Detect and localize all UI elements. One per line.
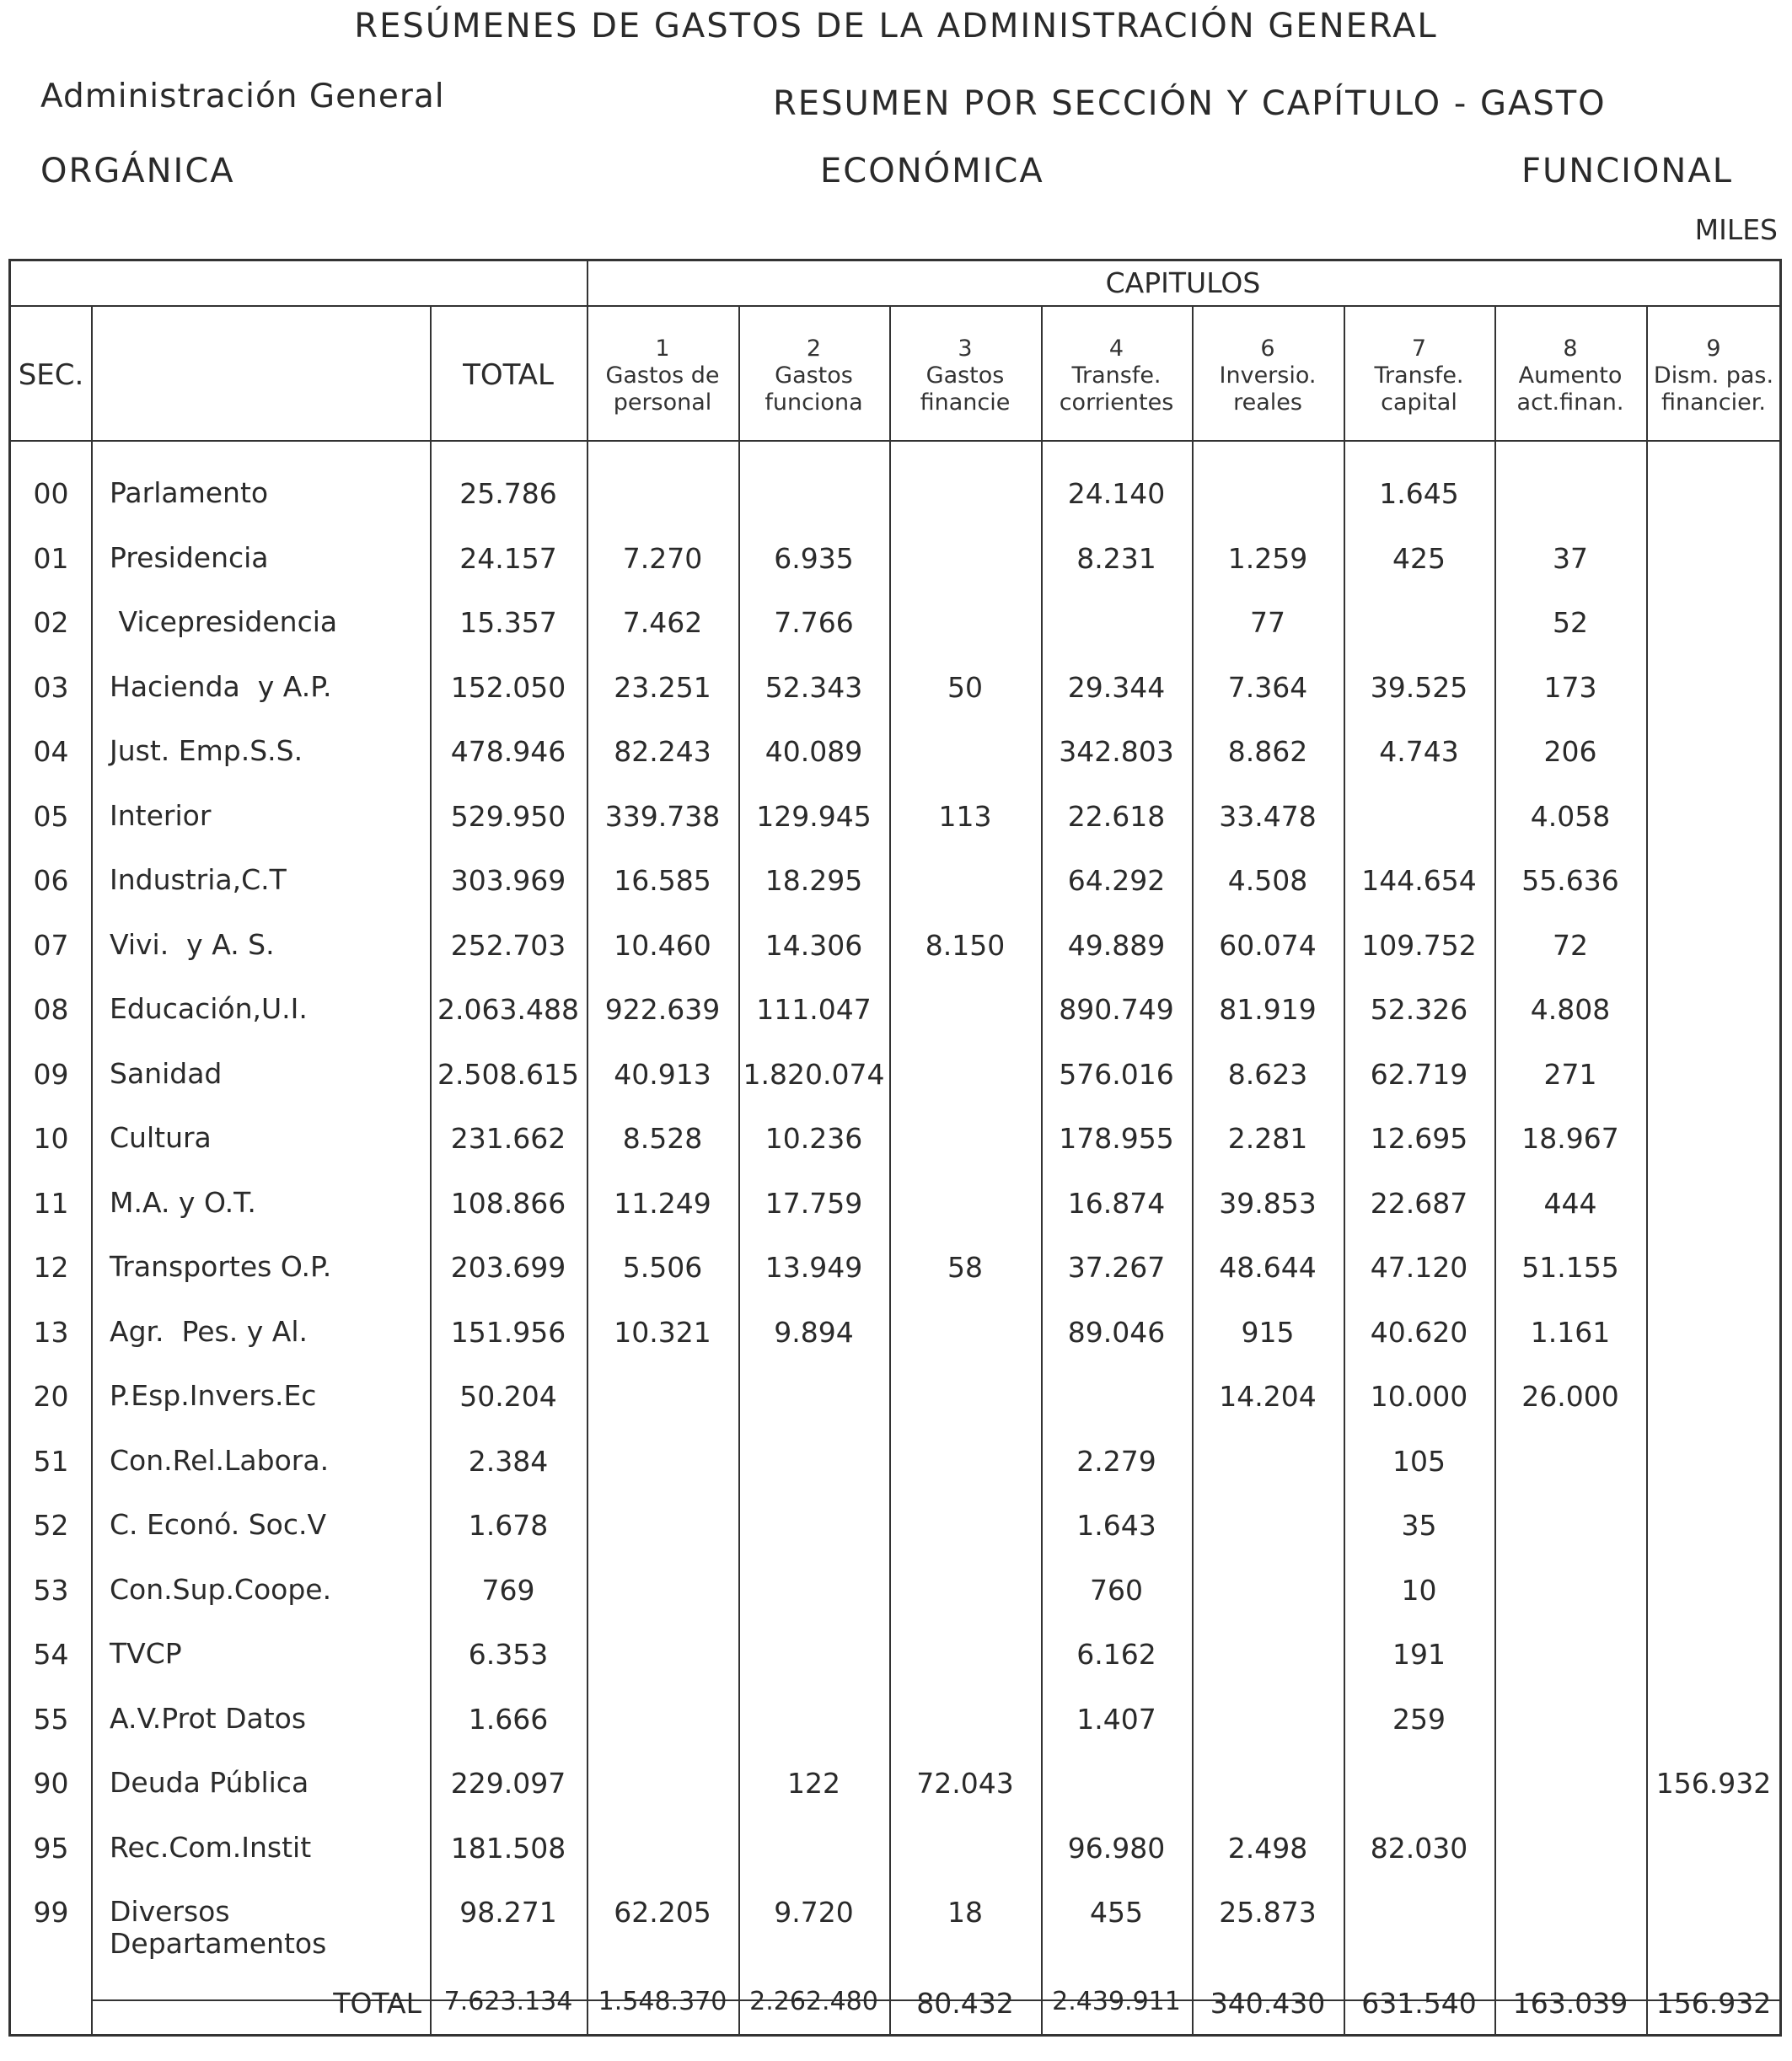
- cell-c7: 10: [1401, 1573, 1437, 1607]
- section-code: 00: [33, 477, 69, 510]
- table-row: [11, 1895, 1779, 1960]
- chapter-header-num: 6: [1260, 335, 1275, 362]
- cell-c6: 25.873: [1219, 1896, 1317, 1929]
- economica-label: ECONÓMICA: [820, 152, 1044, 191]
- cell-c7: 105: [1392, 1444, 1446, 1478]
- cell-c3: 8.150: [925, 928, 1006, 962]
- cell-c4: 8.231: [1076, 541, 1156, 575]
- cell-c2: 111.047: [756, 993, 872, 1026]
- cell-c4: 760: [1090, 1573, 1143, 1607]
- cell-c6: 81.919: [1219, 993, 1317, 1026]
- section-code: 01: [33, 541, 69, 575]
- cell-total: 478.946: [450, 735, 566, 768]
- section-name: Diversos Departamentos: [110, 1895, 327, 1960]
- cell-c1: 10.460: [614, 928, 711, 962]
- chapter-header-l1: Transfe.: [1071, 362, 1162, 389]
- organica-label: ORGÁNICA: [40, 152, 235, 191]
- cell-c2: 9.894: [774, 1315, 854, 1349]
- section-name: Transportes O.P.: [110, 1250, 332, 1283]
- table-row: [11, 800, 1779, 851]
- total-cell-c1: 1.548.370: [598, 1987, 727, 2016]
- cell-c1: 5.506: [622, 1251, 703, 1284]
- section-name: Agr. Pes. y Al.: [110, 1314, 308, 1348]
- chapter-header-6: [1192, 335, 1344, 416]
- cell-total: 1.678: [468, 1509, 549, 1542]
- cell-c7: 425: [1392, 541, 1446, 575]
- section-name: Cultura: [110, 1121, 212, 1154]
- cell-c2: 40.089: [765, 735, 863, 768]
- table-row: [11, 1574, 1779, 1624]
- units-label: MILES: [1694, 213, 1778, 246]
- cell-total: 252.703: [450, 928, 566, 962]
- total-cell-c3: 80.432: [916, 1987, 1014, 2020]
- cell-c2: 13.949: [765, 1251, 863, 1284]
- cell-c6: 1.259: [1227, 541, 1308, 575]
- table-row: [11, 1251, 1779, 1302]
- section-code: 08: [33, 993, 69, 1026]
- cell-c6: 2.281: [1227, 1122, 1308, 1155]
- cell-c4: 178.955: [1059, 1122, 1174, 1155]
- cell-c8: 4.808: [1530, 993, 1611, 1026]
- cell-c2: 52.343: [765, 670, 863, 704]
- chapter-header-l2: financie: [920, 389, 1011, 416]
- section-code: 04: [33, 735, 69, 768]
- cell-total: 2.508.615: [437, 1057, 579, 1091]
- section-name: Educación,U.I.: [110, 992, 308, 1025]
- cell-c7: 191: [1392, 1638, 1446, 1671]
- cell-c6: 48.644: [1219, 1251, 1317, 1284]
- cell-c1: 82.243: [614, 735, 711, 768]
- cell-c1: 10.321: [614, 1315, 711, 1349]
- section-name: Deuda Pública: [110, 1766, 309, 1799]
- chapter-header-num: 1: [655, 335, 670, 362]
- cell-total: 15.357: [459, 606, 557, 639]
- table-row: [11, 542, 1779, 593]
- chapter-header-2: [738, 335, 889, 416]
- table-row: [11, 671, 1779, 722]
- cell-c6: 39.853: [1219, 1186, 1317, 1220]
- section-name: Vicepresidencia: [110, 605, 338, 638]
- chapter-header-l1: Gastos: [926, 362, 1005, 389]
- section-code: 02: [33, 606, 69, 639]
- chapter-header-l2: funciona: [765, 389, 863, 416]
- cell-c1: 16.585: [614, 864, 711, 897]
- cell-c2: 14.306: [765, 928, 863, 962]
- section-code: 05: [33, 799, 69, 833]
- cell-total: 98.271: [459, 1896, 557, 1929]
- section-code: 54: [33, 1638, 69, 1671]
- table-row: [11, 929, 1779, 980]
- table-row: [11, 1638, 1779, 1688]
- chapter-header-num: 9: [1706, 335, 1721, 362]
- chapter-header-4: [1041, 335, 1192, 416]
- table-row: [11, 477, 1779, 528]
- chapter-header-num: 8: [1563, 335, 1578, 362]
- cell-c4: 2.279: [1076, 1444, 1156, 1478]
- cell-c4: 49.889: [1067, 928, 1166, 962]
- chapter-header-9: [1646, 335, 1781, 416]
- table-row: [11, 735, 1779, 786]
- cell-total: 529.950: [450, 799, 566, 833]
- cell-c6: 8.623: [1227, 1057, 1308, 1091]
- cell-c1: 11.249: [614, 1186, 711, 1220]
- cell-c2: 129.945: [756, 799, 872, 833]
- section-code: 52: [33, 1509, 69, 1542]
- cell-c3: 113: [938, 799, 992, 833]
- chapter-header-l1: Gastos: [775, 362, 853, 389]
- cell-c4: 16.874: [1067, 1186, 1166, 1220]
- chapter-header-num: 7: [1411, 335, 1427, 362]
- cell-c2: 18.295: [765, 864, 863, 897]
- cell-c7: 10.000: [1370, 1380, 1468, 1413]
- cell-c8: 37: [1553, 541, 1588, 575]
- cell-c8: 18.967: [1521, 1122, 1619, 1155]
- cell-c2: 10.236: [765, 1122, 863, 1155]
- chapter-header-l2: financier.: [1661, 389, 1766, 416]
- cell-c6: 4.508: [1227, 864, 1308, 897]
- section-name: Interior: [110, 798, 212, 832]
- cell-c4: 1.643: [1076, 1509, 1156, 1542]
- cell-c7: 82.030: [1370, 1831, 1468, 1865]
- cell-c7: 4.743: [1379, 735, 1459, 768]
- cell-total: 151.956: [450, 1315, 566, 1349]
- cell-c7: 62.719: [1370, 1057, 1468, 1091]
- cell-c7: 47.120: [1370, 1251, 1468, 1284]
- cell-c1: 8.528: [622, 1122, 703, 1155]
- document-title: RESÚMENES DE GASTOS DE LA ADMINISTRACIÓN GENERAL: [354, 7, 1438, 46]
- cell-c3: 18: [947, 1896, 983, 1929]
- cell-c6: 8.862: [1227, 735, 1308, 768]
- cell-c4: 29.344: [1067, 670, 1166, 704]
- chapter-header-l2: act.finan.: [1516, 389, 1624, 416]
- budget-table: [8, 259, 1782, 2037]
- cell-c7: 35: [1401, 1509, 1437, 1542]
- cell-c6: 2.498: [1227, 1831, 1308, 1865]
- section-name: Sanidad: [110, 1056, 223, 1090]
- table-row: [11, 1187, 1779, 1237]
- section-name: P.Esp.Invers.Ec: [110, 1379, 317, 1412]
- total-cell-c7: 631.540: [1361, 1987, 1477, 2020]
- section-name: Con.Sup.Coope.: [110, 1572, 332, 1606]
- chapter-header-7: [1344, 335, 1494, 416]
- cell-c4: 576.016: [1059, 1057, 1174, 1091]
- cell-c4: 22.618: [1067, 799, 1166, 833]
- section-code: 20: [33, 1380, 69, 1413]
- chapter-header-l1: Aumento: [1518, 362, 1623, 389]
- section-code: 53: [33, 1573, 69, 1607]
- cell-c9: 156.932: [1655, 1767, 1772, 1800]
- section-code: 99: [33, 1896, 69, 1929]
- cell-c4: 342.803: [1059, 735, 1174, 768]
- cell-total: 2.063.488: [437, 993, 579, 1026]
- cell-c2: 122: [787, 1767, 840, 1800]
- chapter-header-l2: personal: [613, 389, 712, 416]
- cell-c8: 55.636: [1521, 864, 1619, 897]
- total-row: [11, 1987, 1779, 2037]
- cell-c4: 6.162: [1076, 1638, 1156, 1671]
- cell-c7: 39.525: [1370, 670, 1468, 704]
- total-cell-c6: 340.430: [1210, 1987, 1326, 2020]
- cell-c7: 12.695: [1370, 1122, 1468, 1155]
- cell-c8: 52: [1553, 606, 1588, 639]
- cell-c6: 60.074: [1219, 928, 1317, 962]
- cell-c8: 173: [1543, 670, 1597, 704]
- cell-c4: 1.407: [1076, 1702, 1156, 1736]
- administration-label: Administración General: [40, 78, 445, 115]
- section-name: Just. Emp.S.S.: [110, 734, 303, 767]
- chapter-header-l2: capital: [1381, 389, 1457, 416]
- section-name: Parlamento: [110, 476, 269, 509]
- cell-c7: 259: [1392, 1702, 1446, 1736]
- cell-c8: 1.161: [1530, 1315, 1611, 1349]
- table-row: [11, 1122, 1779, 1173]
- cell-total: 50.204: [459, 1380, 557, 1413]
- table-row: [11, 864, 1779, 915]
- total-column-header: TOTAL: [463, 358, 554, 392]
- capitulos-divider: [587, 305, 1779, 307]
- section-name: Hacienda y A.P.: [110, 669, 332, 703]
- section-code: 12: [33, 1251, 69, 1284]
- cell-c8: 444: [1543, 1186, 1597, 1220]
- chapter-header-l1: Dism. pas.: [1653, 362, 1774, 389]
- cell-c1: 922.639: [604, 993, 721, 1026]
- cell-c3: 50: [947, 670, 983, 704]
- cell-total: 2.384: [468, 1444, 549, 1478]
- section-code: 10: [33, 1122, 69, 1155]
- cell-total: 6.353: [468, 1638, 549, 1671]
- cell-c2: 17.759: [765, 1186, 863, 1220]
- capitulos-header: CAPITULOS: [1105, 266, 1261, 299]
- cell-c8: 206: [1543, 735, 1597, 768]
- section-code: 51: [33, 1444, 69, 1478]
- cell-c7: 40.620: [1370, 1315, 1468, 1349]
- cell-c7: 109.752: [1361, 928, 1477, 962]
- cell-c2: 9.720: [774, 1896, 854, 1929]
- section-name: M.A. y O.T.: [110, 1185, 256, 1219]
- cell-total: 303.969: [450, 864, 566, 897]
- cell-c4: 96.980: [1067, 1831, 1166, 1865]
- section-code: 09: [33, 1057, 69, 1091]
- summary-label: RESUMEN POR SECCIÓN Y CAPÍTULO - GASTO: [773, 84, 1607, 123]
- cell-c3: 72.043: [916, 1767, 1014, 1800]
- chapter-header-3: [889, 335, 1041, 416]
- chapter-header-l2: corrientes: [1059, 389, 1174, 416]
- section-name: A.V.Prot Datos: [110, 1701, 307, 1735]
- cell-c8: 4.058: [1530, 799, 1611, 833]
- header-bottom-divider: [11, 440, 1779, 442]
- cell-c4: 455: [1090, 1896, 1143, 1929]
- total-cell-c9: 156.932: [1655, 1987, 1772, 2020]
- cell-c6: 14.204: [1219, 1380, 1317, 1413]
- cell-c6: 915: [1241, 1315, 1295, 1349]
- section-code: 90: [33, 1767, 69, 1800]
- cell-total: 108.866: [450, 1186, 566, 1220]
- table-row: [11, 1767, 1779, 1817]
- cell-c6: 33.478: [1219, 799, 1317, 833]
- table-row: [11, 1832, 1779, 1882]
- cell-c4: 24.140: [1067, 477, 1166, 510]
- cell-c1: 62.205: [614, 1896, 711, 1929]
- cell-c4: 64.292: [1067, 864, 1166, 897]
- table-row: [11, 1703, 1779, 1753]
- section-name: Con.Rel.Labora.: [110, 1443, 330, 1477]
- cell-c7: 144.654: [1361, 864, 1477, 897]
- section-name: C. Econó. Soc.V: [110, 1508, 327, 1541]
- cell-total: 769: [481, 1573, 535, 1607]
- section-name: Industria,C.T: [110, 863, 287, 896]
- chapter-header-l1: Gastos de: [605, 362, 720, 389]
- cell-total: 152.050: [450, 670, 566, 704]
- section-code: 11: [33, 1186, 69, 1220]
- section-name: Rec.Com.Instit: [110, 1830, 312, 1864]
- cell-c8: 51.155: [1521, 1251, 1619, 1284]
- cell-c1: 339.738: [604, 799, 721, 833]
- table-row: [11, 1445, 1779, 1495]
- cell-c7: 52.326: [1370, 993, 1468, 1026]
- sec-column-header: SEC.: [18, 358, 84, 392]
- chapter-header-num: 4: [1108, 335, 1124, 362]
- chapter-header-l1: Transfe.: [1374, 362, 1464, 389]
- cell-c7: 22.687: [1370, 1186, 1468, 1220]
- cell-c4: 89.046: [1067, 1315, 1166, 1349]
- cell-c3: 58: [947, 1251, 983, 1284]
- cell-c8: 271: [1543, 1057, 1597, 1091]
- section-name: Presidencia: [110, 540, 269, 574]
- cell-c1: 7.270: [622, 541, 703, 575]
- chapter-header-num: 3: [958, 335, 973, 362]
- section-code: 95: [33, 1831, 69, 1865]
- cell-c8: 72: [1553, 928, 1588, 962]
- table-row: [11, 993, 1779, 1044]
- total-cell-c8: 163.039: [1512, 1987, 1628, 2020]
- cell-c6: 7.364: [1227, 670, 1308, 704]
- cell-c8: 26.000: [1521, 1380, 1619, 1413]
- section-code: 07: [33, 928, 69, 962]
- section-code: 13: [33, 1315, 69, 1349]
- cell-c2: 7.766: [774, 606, 854, 639]
- cell-total: 203.699: [450, 1251, 566, 1284]
- cell-c1: 40.913: [614, 1057, 711, 1091]
- chapter-header-l1: Inversio.: [1219, 362, 1317, 389]
- cell-c1: 23.251: [614, 670, 711, 704]
- chapter-header-l2: reales: [1233, 389, 1302, 416]
- section-name: Vivi. y A. S.: [110, 927, 275, 961]
- section-code: 55: [33, 1702, 69, 1736]
- cell-c4: 890.749: [1059, 993, 1174, 1026]
- total-cell-c4: 2.439.911: [1052, 1987, 1181, 2016]
- cell-c6: 77: [1250, 606, 1285, 639]
- chapter-header-8: [1494, 335, 1646, 416]
- cell-total: 181.508: [450, 1831, 566, 1865]
- cell-c2: 6.935: [774, 541, 854, 575]
- table-row: [11, 1316, 1779, 1366]
- chapter-header-num: 2: [806, 335, 822, 362]
- total-row-label: TOTAL: [333, 1987, 421, 2020]
- cell-total: 229.097: [450, 1767, 566, 1800]
- cell-total: 24.157: [459, 541, 557, 575]
- cell-total: 231.662: [450, 1122, 566, 1155]
- cell-c1: 7.462: [622, 606, 703, 639]
- section-code: 03: [33, 670, 69, 704]
- table-row: [11, 606, 1779, 657]
- section-name: TVCP: [110, 1637, 182, 1670]
- header-top-divider-left: [11, 305, 587, 307]
- cell-c4: 37.267: [1067, 1251, 1166, 1284]
- section-code: 06: [33, 864, 69, 897]
- cell-c2: 1.820.074: [743, 1057, 885, 1091]
- total-cell-total: 7.623.134: [443, 1987, 573, 2016]
- chapter-header-1: [587, 335, 738, 416]
- cell-total: 25.786: [459, 477, 557, 510]
- cell-c7: 1.645: [1379, 477, 1459, 510]
- cell-total: 1.666: [468, 1702, 549, 1736]
- table-row: [11, 1509, 1779, 1559]
- total-cell-c2: 2.262.480: [749, 1987, 878, 2016]
- table-row: [11, 1058, 1779, 1108]
- funcional-label: FUNCIONAL: [1521, 152, 1733, 191]
- table-row: [11, 1380, 1779, 1430]
